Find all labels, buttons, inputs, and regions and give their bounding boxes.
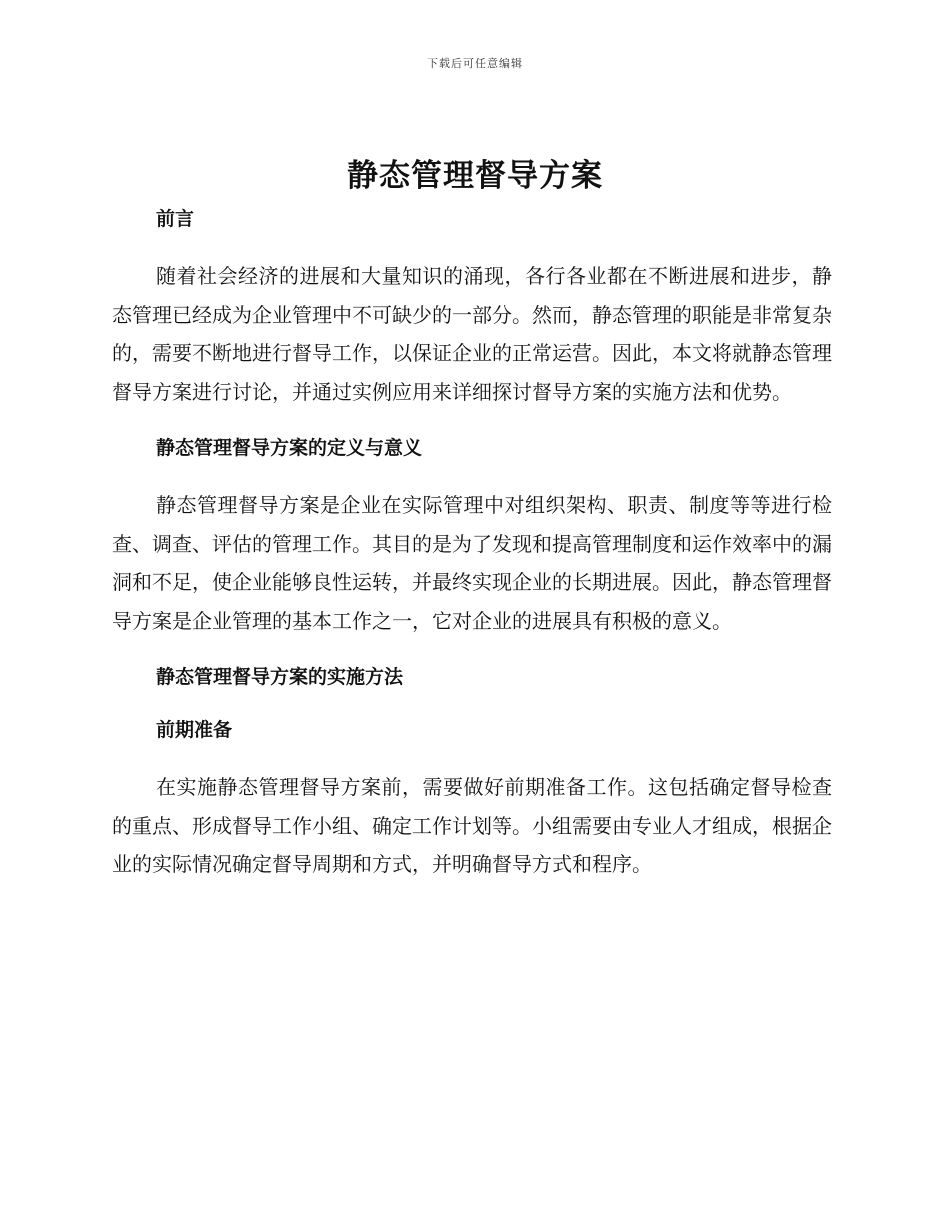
header-note: 下载后可任意编辑 [427,57,523,70]
section-heading-preface: 前言 [156,208,195,230]
document-title: 静态管理督导方案 [347,158,603,194]
paragraph-preparation: 在实施静态管理督导方案前，需要做好前期准备工作。这包括确定督导检查的重点、形成督导工作小组、确定工作计划等。小组需要由专业人才组成，根据企业的实际情况确定督导周期和方式，并明确督导方式和程序。 [112,775,832,876]
document-body [112,203,832,884]
paragraph-preface: 随着社会经济的进展和大量知识的涌现，各行各业都在不断进展和进步，静态管理已经成为企业管理中不可缺少的一部分。然而，静态管理的职能是非常复杂的，需要不断地进行督导工作，以保证企业的正常运营。因此，本文将就静态管理督导方案进行讨论，并通过实例应用来详细探讨督导方案的实施方法和优势。 [112,264,832,404]
section-heading-implementation: 静态管理督导方案的实施方法 [156,666,404,688]
section-heading-preparation: 前期准备 [156,719,233,741]
paragraph-definition: 静态管理督导方案是企业在实际管理中对组织架构、职责、制度等等进行检查、调查、评估的管理工作。其目的是为了发现和提高管理制度和运作效率中的漏洞和不足，使企业能够良性运转，并最终实现企业的长期进展。因此，静态管理督导方案是企业管理的基本工作之一，它对企业的进展具有积极的意义。 [112,493,832,633]
section-heading-definition: 静态管理督导方案的定义与意义 [156,437,423,459]
